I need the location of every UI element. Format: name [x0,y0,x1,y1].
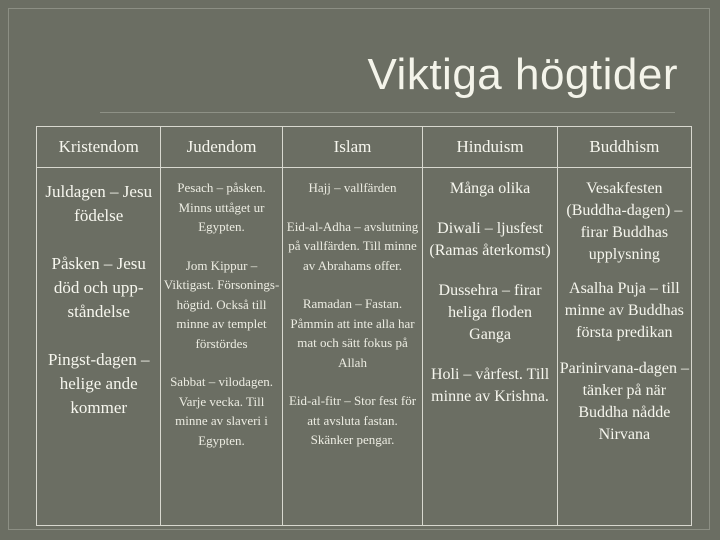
kristendom-cell [37,168,161,526]
content-row [37,168,692,526]
holiday-entry: Eid-al-fitr – Stor fest för att avsluta fastan. Skänker pengar. [288,393,417,447]
holiday-entry: Juldagen – Jesu födelse [45,182,153,225]
holiday-entry: Vesakfesten (Buddha-dagen) – firar Buddhas upplysning [566,180,683,263]
holiday-entry: Hajj – vallfärden [308,180,397,195]
holiday-entry: Asalha Puja – till minne av Buddhas första predikan [564,280,684,341]
header-buddhism: Buddhism [557,127,691,168]
holiday-entry: Eid-al-Adha – avslutning på vallfärden. Till minne av Abrahams offer. [286,218,419,273]
holiday-entry: Pingst-dagen – helige ande kommer [47,350,150,417]
slide-title: Viktiga högtider [367,50,678,99]
header-row [37,127,692,168]
holiday-entry: Påsken – Jesu död och upp-ståndelse [51,254,146,321]
judendom-cell [161,168,282,526]
header-judendom: Judendom [161,127,282,168]
hinduism-cell [423,168,557,526]
holiday-entry: Holi – vårfest. Till minne av Krishna. [430,366,550,405]
header-islam: Islam [282,127,423,168]
holiday-entry: Många olika [449,180,531,197]
title-divider [100,112,675,113]
buddhism-cell [557,168,691,526]
header-kristendom: Kristendom [37,127,161,168]
holiday-entry: Ramadan – Fastan. Påmmin att inte alla har mat och sätt fokus på Allah [290,296,415,370]
holiday-entry: Dussehra – firar heliga floden Ganga [438,282,542,343]
holiday-entry: Jom Kippur – Viktigast. Försonings-högtid. Också till minne av templet förstördes [163,257,280,351]
holiday-entry: Parinirvana-dagen – tänker på när Buddha nådde Nirvana [559,360,689,443]
holiday-entry: Diwali – ljusfest (Ramas återkomst) [429,220,551,259]
holiday-entry: Pesach – påsken. Minns uttåget ur Egypten. [177,180,266,234]
holidays-table [36,126,692,526]
holiday-entry: Sabbat – vilodagen. Varje vecka. Till minne av slaveri i Egypten. [170,374,273,448]
islam-cell [282,168,423,526]
header-hinduism: Hinduism [423,127,557,168]
